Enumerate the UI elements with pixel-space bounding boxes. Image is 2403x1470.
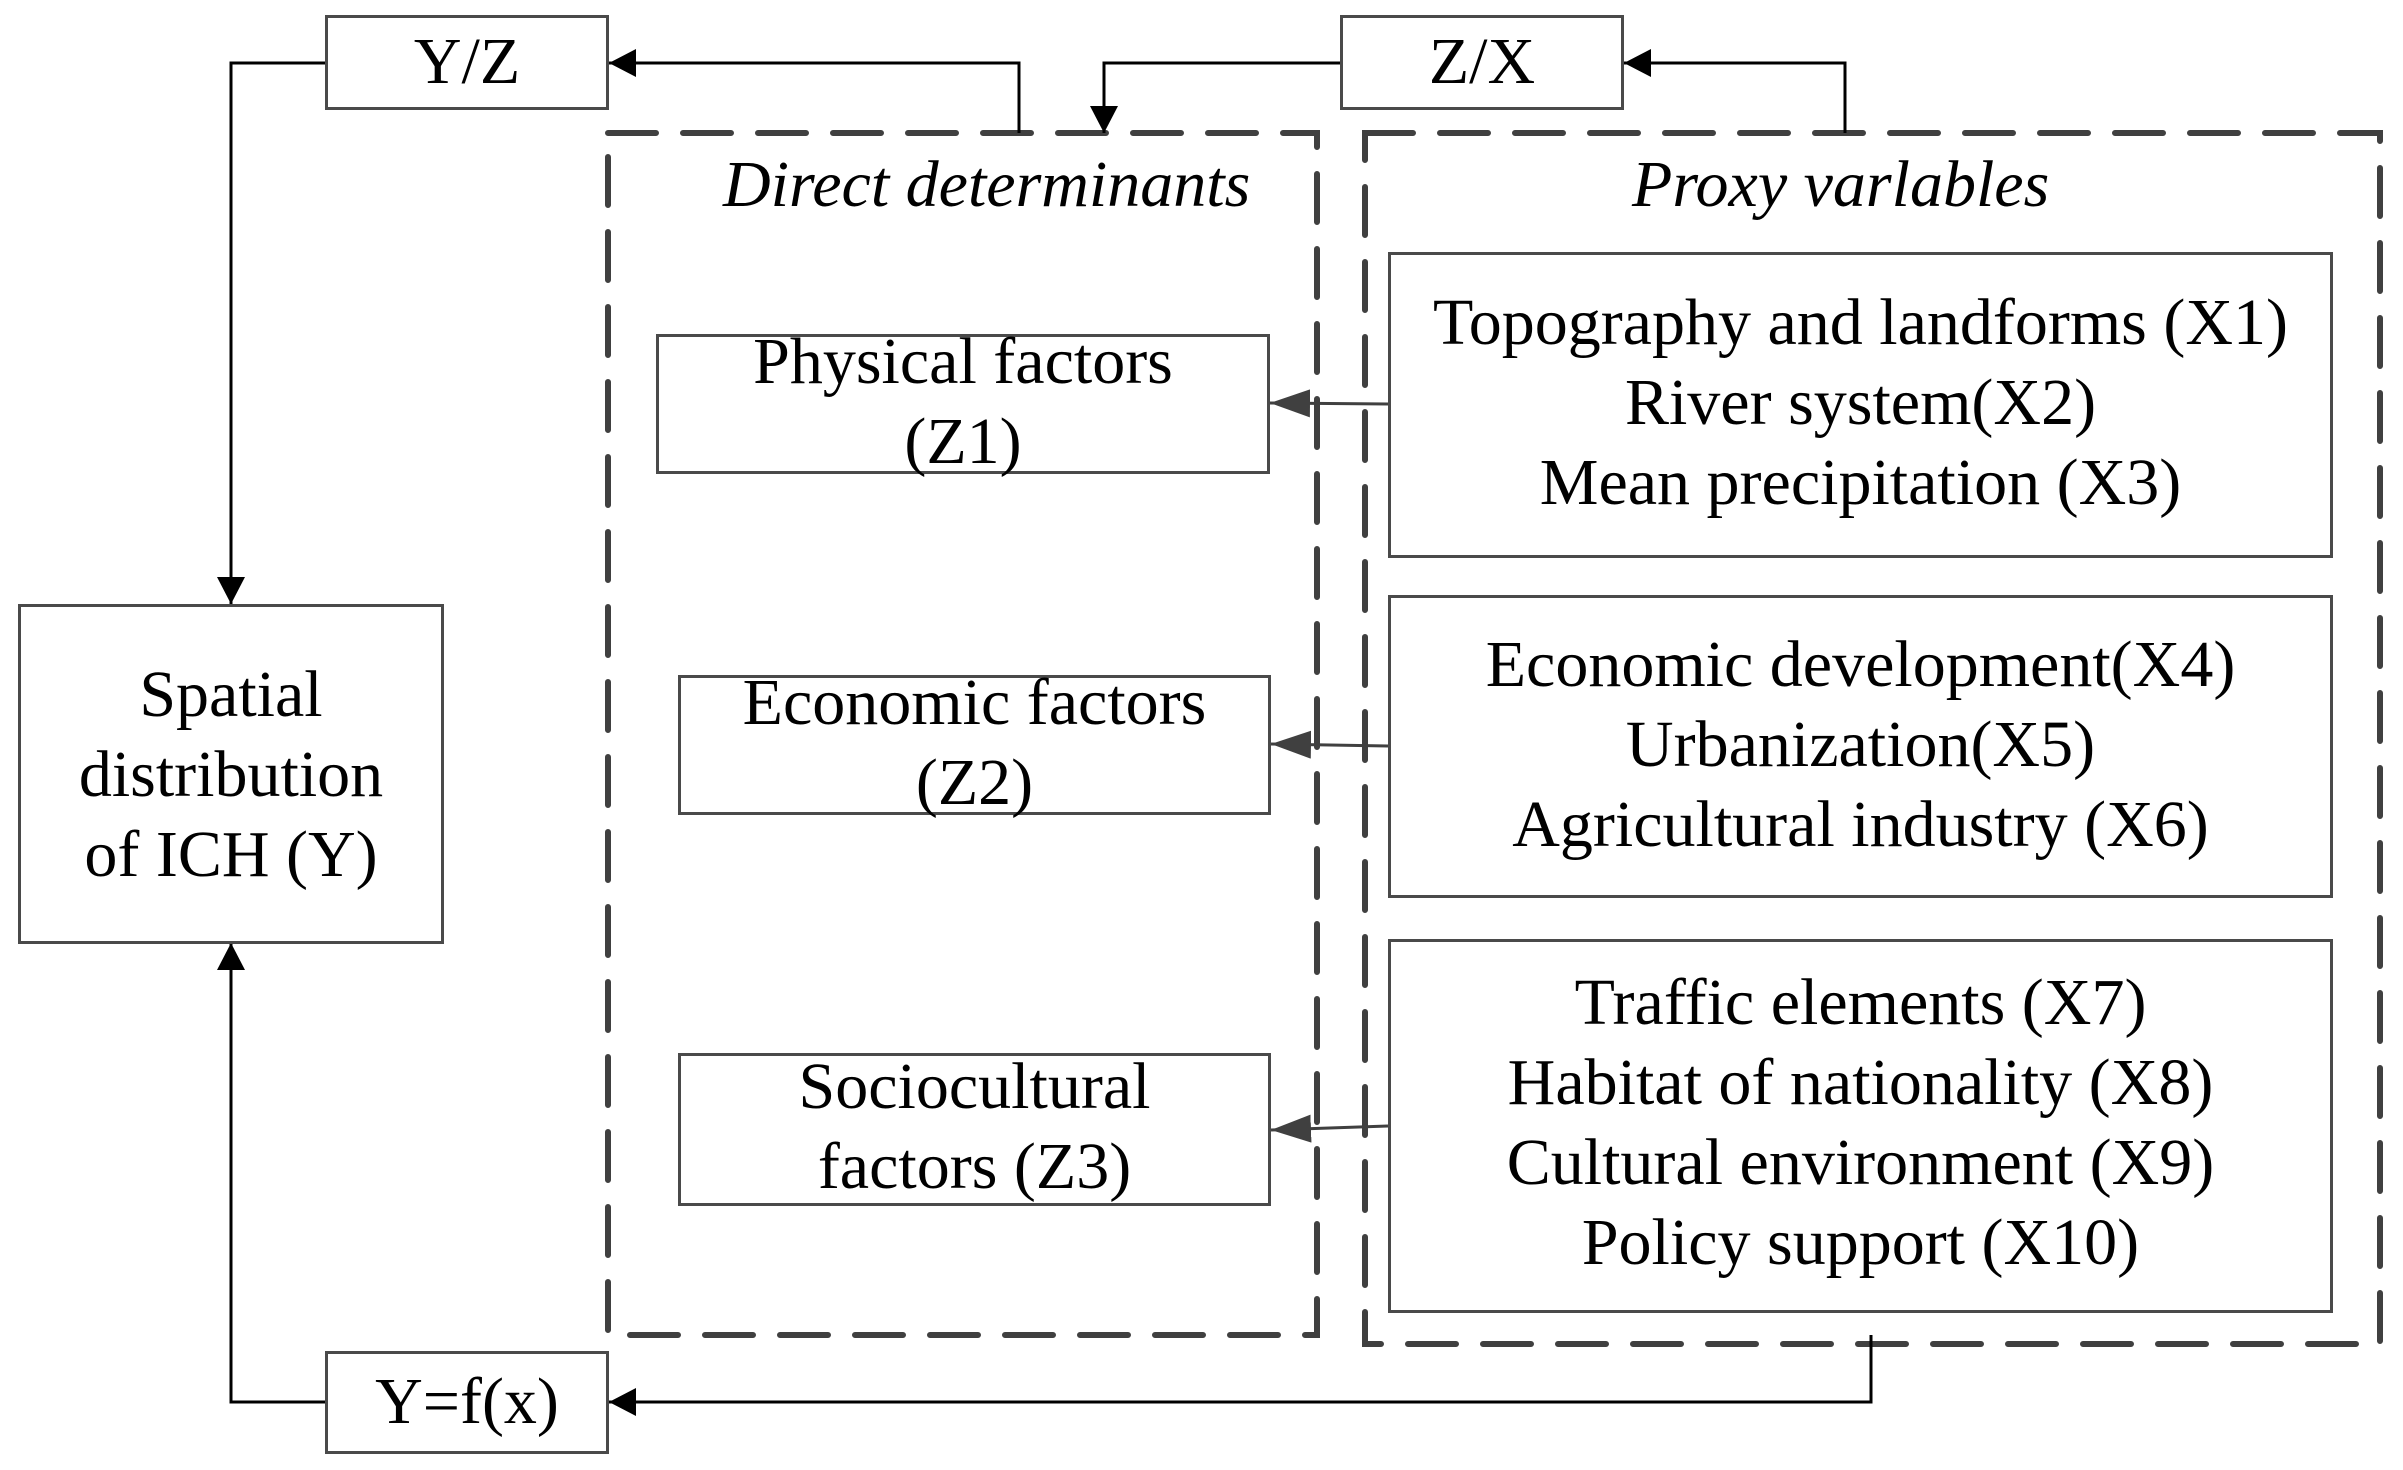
proxy-x7: Traffic elements (X7): [1574, 966, 2147, 1039]
proxy-x5: Urbanization(X5): [1625, 708, 2096, 781]
connector-yfx-to-outcome: [231, 943, 325, 1402]
proxy-x3: Mean precipitation (X3): [1539, 446, 2182, 519]
ratio-label-z-over-x: Z/X: [1428, 25, 1536, 98]
arrow-x4x6-to-z2: [1271, 744, 1388, 746]
connector-yz-to-outcome: [231, 63, 325, 604]
factor-label-sociocultural: [678, 1047, 1271, 1207]
direct-determinants-title: Direct determinants: [723, 148, 1251, 221]
connector-direct-to-yz: [609, 63, 1019, 133]
factor-sociocultural-line-2: factors (Z3): [817, 1130, 1132, 1203]
proxy-x4: Economic development(X4): [1485, 628, 2236, 701]
proxy-label-sociocultural-variables: [1388, 963, 2333, 1283]
outcome-line-1: Spatial: [139, 658, 323, 731]
proxy-variables-title: Proxy varlables: [1632, 148, 2050, 221]
outcome-label: [18, 655, 444, 895]
proxy-x6: Agricultural industry (X6): [1512, 788, 2209, 861]
proxy-label-economic-variables: [1388, 625, 2333, 865]
factor-sociocultural-line-1: Sociocultural: [798, 1050, 1151, 1123]
proxy-x10: Policy support (X10): [1581, 1206, 2140, 1279]
factor-physical-line-2: (Z1): [904, 405, 1022, 478]
proxy-label-physical-variables: [1388, 283, 2333, 523]
function-label-y-fx: Y=f(x): [375, 1365, 559, 1438]
proxy-x8: Habitat of nationality (X8): [1507, 1046, 2214, 1119]
proxy-x1: Topography and landforms (X1): [1432, 286, 2288, 359]
factor-economic-line-1: Economic factors: [742, 666, 1207, 739]
factor-label-physical: [656, 322, 1270, 482]
arrow-x7x10-to-z3: [1271, 1126, 1388, 1130]
factor-economic-line-2: (Z2): [915, 746, 1034, 819]
proxy-x2: River system(X2): [1624, 366, 2097, 439]
outcome-line-2: distribution: [78, 738, 384, 811]
proxy-x9: Cultural environment (X9): [1506, 1126, 2215, 1199]
connector-proxy-to-zx: [1624, 63, 1845, 133]
connector-zx-to-direct: [1104, 63, 1340, 133]
factor-label-economic: [678, 663, 1271, 823]
arrow-x1x3-to-z1: [1270, 403, 1388, 404]
outcome-line-3: of ICH (Y): [84, 818, 378, 891]
ratio-label-y-over-z: Y/Z: [413, 25, 521, 98]
factor-physical-line-1: Physical factors: [753, 325, 1173, 398]
